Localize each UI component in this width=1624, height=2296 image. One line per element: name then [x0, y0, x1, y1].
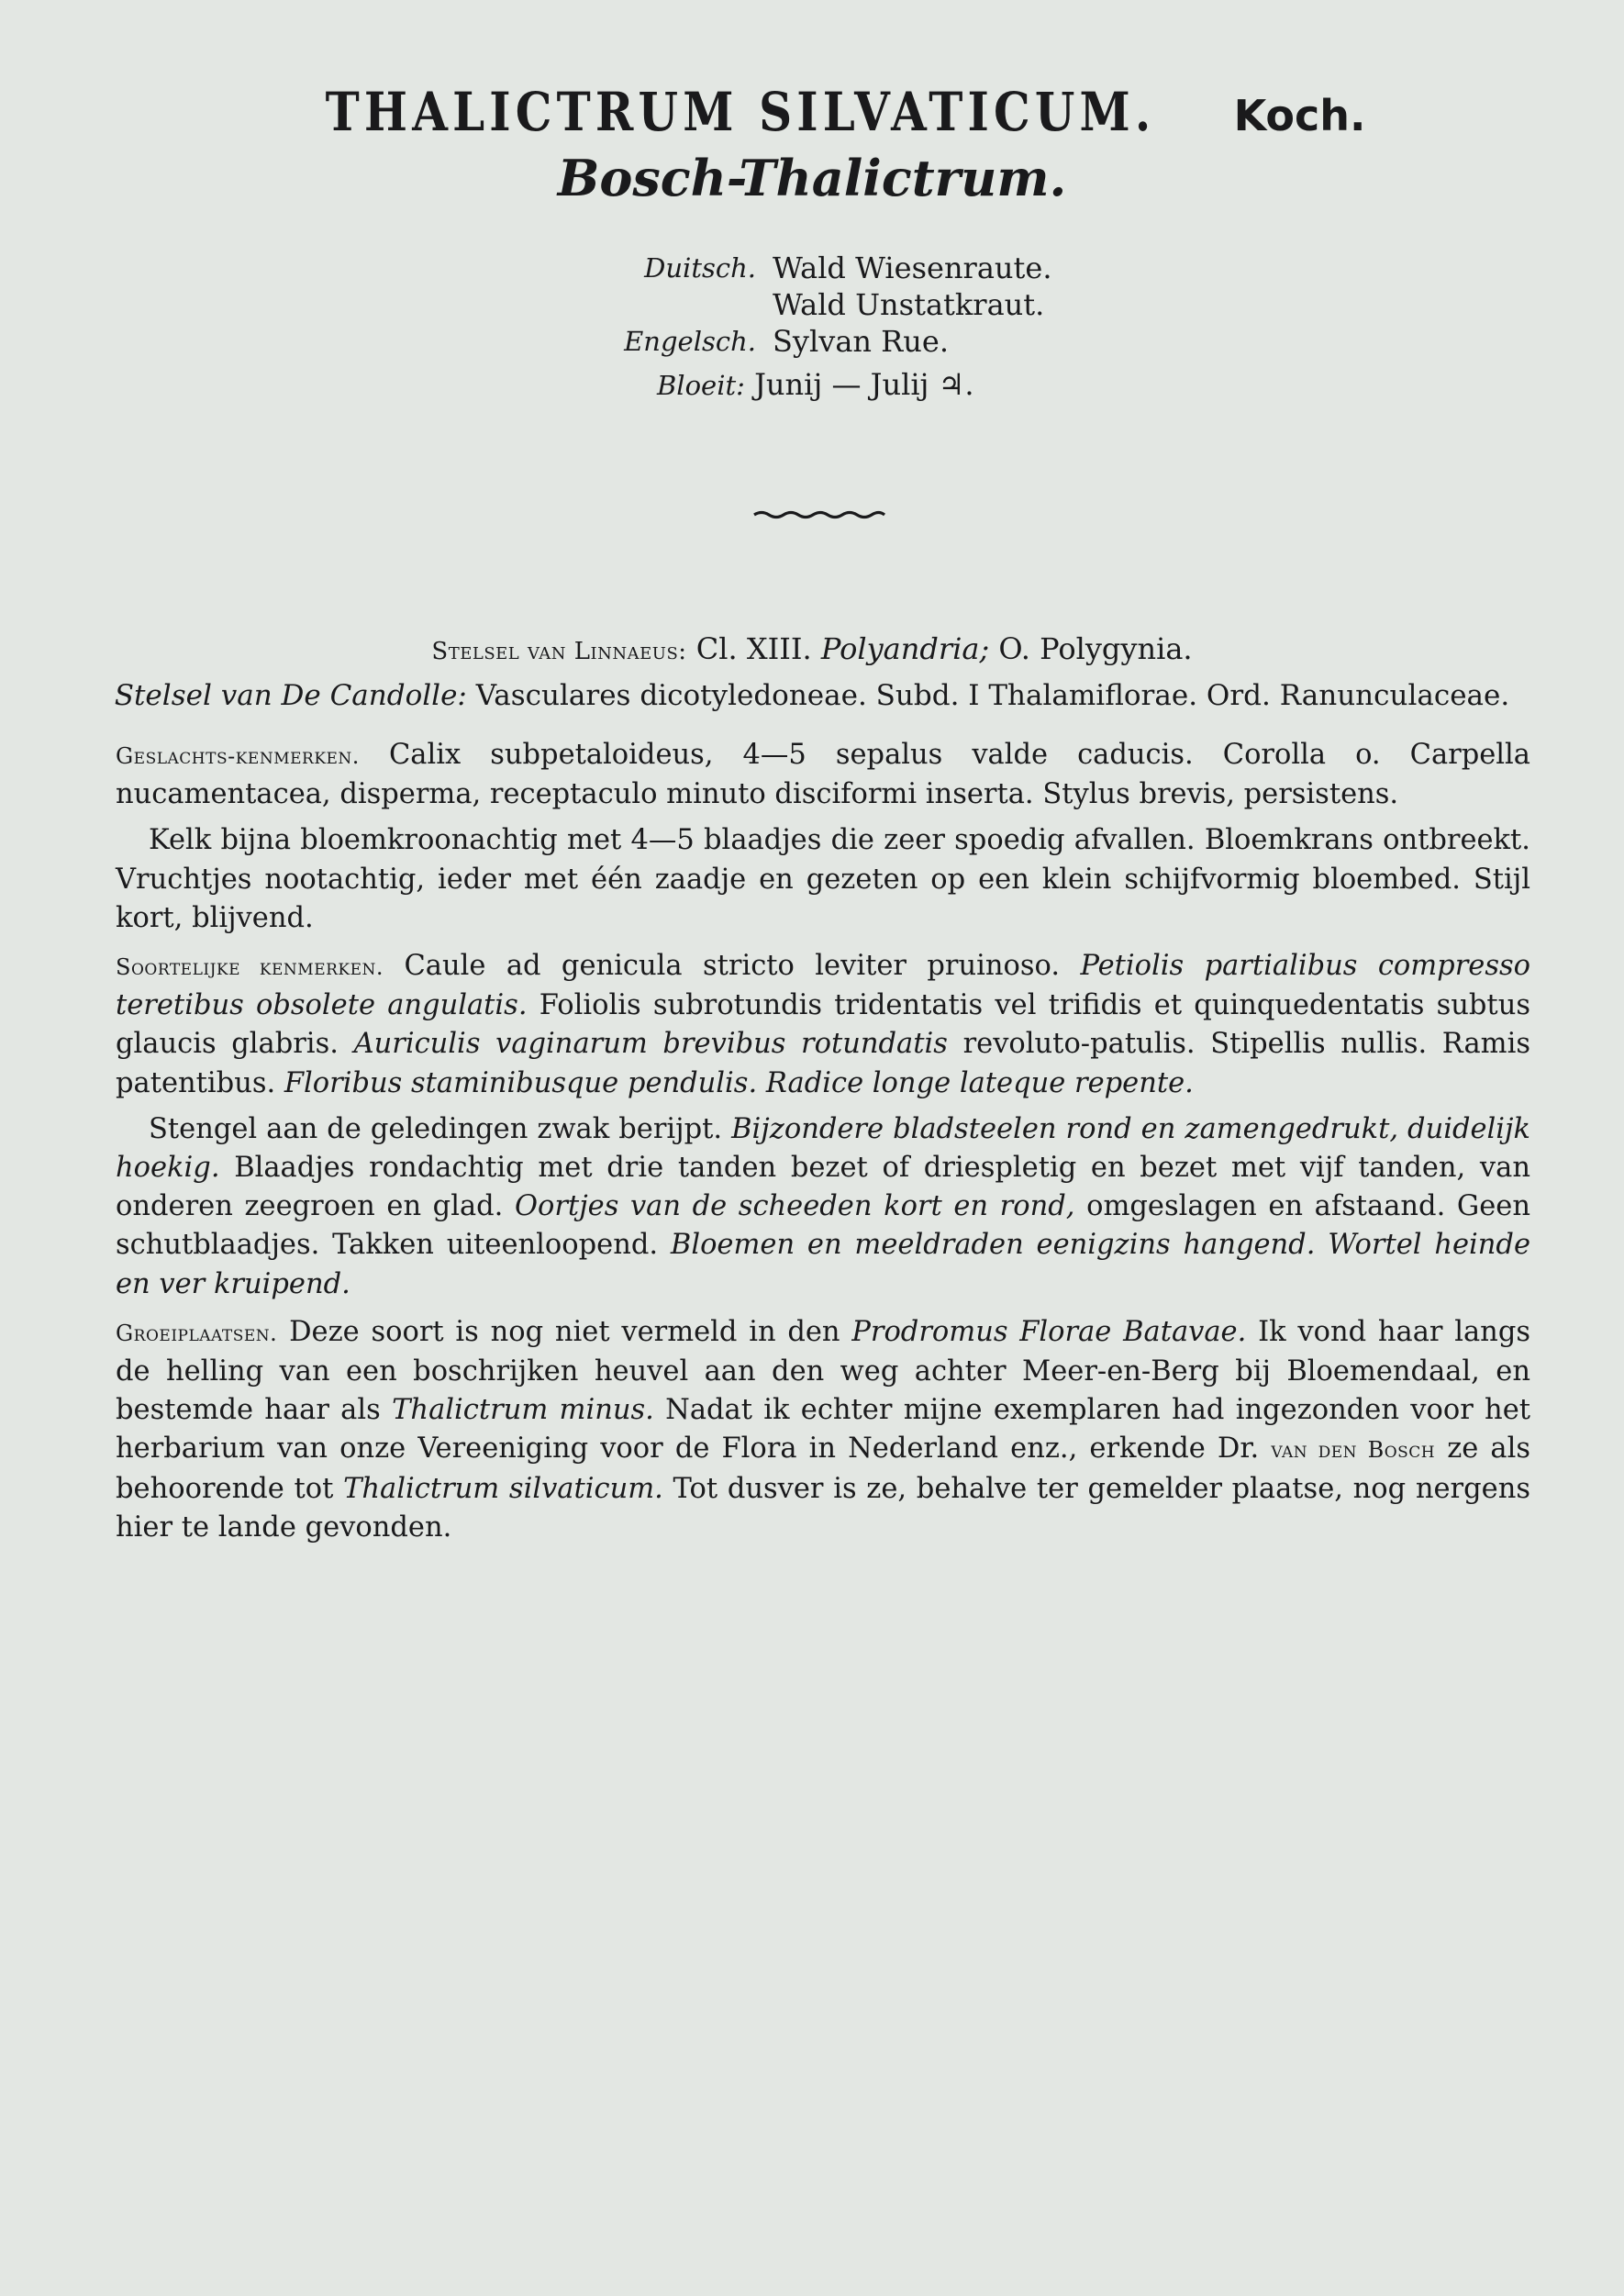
genus-latin: Calix subpetaloideus, 4—5 sepalus valde caducis. Corolla o. Carpella nucamentacea, disperma, receptaculo minuto disciformi inserta. Stylus brevis, persistens. [116, 739, 1530, 811]
habitat-text: Nadat ik echter mijne exemplaren had ingezonden voor het herbarium van onze Vereeniging voor de Flora in Nederland enz., erkende Dr. [116, 1394, 1531, 1466]
species-latin-text: revoluto-patulis. Stipellis nullis. Ramis patentibus. [116, 1028, 1530, 1099]
linnaeus-class: Cl. XIII. [695, 631, 812, 666]
ornamental-divider [752, 507, 886, 520]
habitat-paragraph [116, 1313, 1530, 1547]
flowering-label: Bloeit: [657, 370, 745, 401]
linnaeus-system [0, 631, 1624, 666]
description-body [116, 736, 1530, 1556]
habitat-text: Ik vond haar langs de helling van een boschrijken heuvel aan den weg achter Meer-en-Berg bij Bloemendaal, en bestemde haar als [116, 1315, 1530, 1427]
species-latin-italic: Floribus staminibusque pendulis. Radice longe lateque repente. [284, 1066, 1194, 1099]
genus-dutch-paragraph [116, 821, 1530, 938]
vernacular-names [617, 250, 1052, 360]
linnaeus-label: Stelsel van Linnaeus: [431, 638, 687, 665]
genus-dutch: Kelk bijna bloemkroonachtig met 4—5 blaadjes die zeer spoedig afvallen. Bloemkrans ontbreekt. Vruchtjes nootachtig, ieder met één zaadje en gezeten op een klein schijfvormig bloembed. Stijl kort, blijvend. [116, 824, 1530, 934]
genus-heading: Geslachts-kenmerken. [116, 743, 360, 769]
habitat-text: Tot dusver is ze, behalve ter gemelder plaatse, nog nergens hier te lande gevonden. [116, 1472, 1530, 1544]
candolle-system [0, 679, 1624, 712]
title-line [0, 81, 1624, 145]
genus-latin-paragraph [116, 736, 1530, 814]
species-heading: Soortelijke kenmerken. [116, 954, 384, 981]
species-dutch-text: omgeslagen en afstaand. Geen schutblaadjes. Takken uiteenloopend. [116, 1190, 1530, 1262]
species-dutch-italic: Oortjes van de scheeden kort en rond, [514, 1190, 1075, 1223]
vernacular-name: Wald Unstatkraut. [773, 287, 1045, 322]
species-dutch-paragraph [116, 1110, 1530, 1304]
habitat-heading: Groeiplaatsen. [116, 1320, 278, 1346]
language-label: Engelsch. [624, 326, 756, 357]
linnaeus-class-name: Polyandria; [820, 631, 990, 666]
vernacular-row [617, 323, 1052, 360]
vernacular-row [617, 286, 1052, 323]
species-latin-italic: Auriculis vaginarum brevibus rotundatis [353, 1028, 948, 1061]
candolle-value: Vasculares dicotyledoneae. Subd. I Thalamiflorae. Ord. Ranunculaceae. [475, 679, 1510, 712]
candolle-label: Stelsel van De Candolle: [114, 679, 467, 712]
habitat-person: van den Bosch [1271, 1437, 1436, 1464]
species-dutch-text: Blaadjes rondachtig met drie tanden bezet of driespletig en bezet met vijf tanden, van onderen zeegroen en glad. [116, 1152, 1530, 1223]
language-label [617, 286, 773, 323]
species-latin-italic: Petiolis partialibus compresso teretibus obsolete angulatis. [116, 950, 1530, 1022]
habitat-italic: Thalictrum minus. [392, 1394, 654, 1427]
habitat-text: Deze soort is nog niet vermeld in den [289, 1315, 840, 1348]
habitat-italic: Prodromus Florae Batavae. [851, 1315, 1247, 1348]
habitat-italic: Thalictrum silvaticum. [343, 1472, 663, 1505]
species-dutch-text: Stengel aan de geledingen zwak berijpt. [149, 1112, 723, 1145]
flowering-period [657, 367, 974, 402]
common-name: Bosch-Thalictrum. [557, 149, 1067, 207]
flowering-value: Junij — Julij ♃. [754, 367, 974, 402]
species-latin-text: Caule ad genicula stricto leviter pruinoso. [404, 950, 1061, 983]
species-dutch-italic: Bloemen en meeldraden eenigzins hangend. Wortel heinde en ver kruipend. [116, 1229, 1530, 1300]
language-label: Duitsch. [644, 252, 756, 284]
species-title: THALICTRUM SILVATICUM. [326, 81, 1156, 143]
species-author: Koch. [1233, 91, 1366, 140]
species-latin-paragraph [116, 947, 1530, 1103]
linnaeus-order: O. Polygynia. [998, 631, 1193, 666]
habitat-text: ze als behoorende tot [116, 1432, 1531, 1505]
species-dutch-italic: Bijzondere bladsteelen rond en zamengedrukt, duidelijk hoekig. [116, 1112, 1530, 1185]
species-latin-text: Foliolis subrotundis tridentatis vel trifidis et quinquedentatis subtus glaucis glabris. [116, 989, 1530, 1061]
vernacular-name: Wald Wiesenraute. [773, 251, 1052, 285]
vernacular-name: Sylvan Rue. [773, 324, 949, 359]
vernacular-row [617, 250, 1052, 286]
